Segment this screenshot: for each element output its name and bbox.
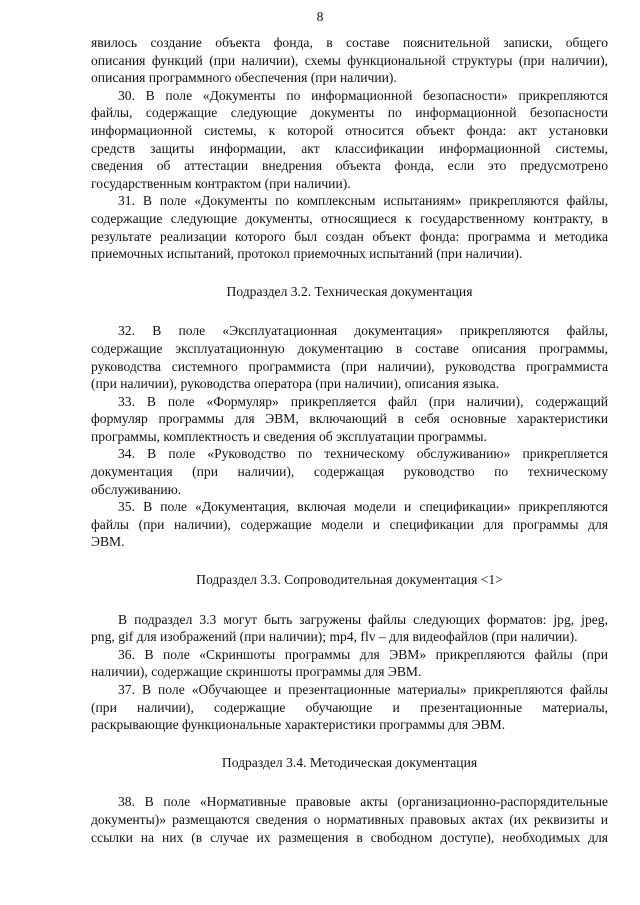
text-line: ЭВМ. xyxy=(91,534,125,550)
text-line: ссылки на них (в случае их размещения в свободном доступе), необходимых для xyxy=(91,829,608,845)
paragraph-36 xyxy=(91,646,608,681)
paragraph-33 xyxy=(91,393,608,446)
text-line: результате реализации которого был создан объект фонда: программа и методика xyxy=(91,228,608,244)
text-line: 30. В поле «Документы по информационной безопасности» прикрепляются xyxy=(118,87,608,103)
paragraph-continuation xyxy=(91,34,608,87)
text-line: документация (при наличии), содержащая руководство по техническому xyxy=(91,464,608,480)
subsection-heading-3-3: Подраздел 3.3. Сопроводительная документация <1> xyxy=(196,572,503,588)
text-line: документы)» размещаются сведения о нормативных правовых актах (их реквизиты и xyxy=(91,811,608,827)
text-line: обслуживанию. xyxy=(91,481,182,497)
paragraph-34 xyxy=(91,445,608,498)
paragraph-38 xyxy=(91,793,608,846)
paragraph-31 xyxy=(91,192,608,262)
text-line: описания программного обеспечения (при наличии). xyxy=(91,70,397,86)
text-line: файлы, содержащие следующие документы по информационной безопасности xyxy=(91,105,608,121)
text-line: содержащие эксплуатационную документацию в составе описания программы, xyxy=(91,340,608,356)
text-line: (при наличии), руководства оператора (при наличии), описания языка. xyxy=(91,376,500,392)
text-line: явилось создание объекта фонда, в составе пояснительной записки, общего xyxy=(91,35,608,50)
text-line: руководства системного программиста (при наличии), руководства программиста xyxy=(91,358,608,374)
paragraph-30 xyxy=(91,87,608,193)
text-line: содержащие следующие документы, относящиеся к государственному контракту, в xyxy=(91,210,608,226)
text-line: государственным контрактом (при наличии). xyxy=(91,175,351,191)
paragraph-32 xyxy=(91,322,608,392)
subsection-heading-3-2: Подраздел 3.2. Техническая документация xyxy=(226,283,473,299)
text-line: png, gif для изображений (при наличии); mp4, flv – для видеофайлов (при наличии). xyxy=(91,629,578,645)
text-line: 34. В поле «Руководство по техническому обслуживанию» прикрепляется xyxy=(118,446,608,462)
text-line: информационной системы, к которой относится объект фонда: акт установки xyxy=(91,122,608,138)
text-line: описания функций (при наличии), схемы функциональной структуры (при наличии), xyxy=(91,52,608,68)
page-number: 8 xyxy=(316,9,324,24)
subsection-heading-3-4: Подраздел 3.4. Методическая документация xyxy=(221,754,478,770)
text-line: 33. В поле «Формуляр» прикрепляется файл (при наличии), содержащий xyxy=(118,393,608,409)
text-line: приемочных испытаний, протокол приемочных испытаний (при наличии). xyxy=(91,246,523,262)
text-line: 35. В поле «Документация, включая модели и спецификации» прикрепляются xyxy=(118,499,608,515)
paragraph-35 xyxy=(91,498,608,551)
text-line: файлы (при наличии), содержащие модели и спецификации для программы для xyxy=(91,516,608,532)
text-line: 37. В поле «Обучающее и презентационные материалы» прикрепляются файлы xyxy=(118,682,608,697)
text-line: 31. В поле «Документы по комплексным испытаниям» прикрепляются файлы, xyxy=(118,193,608,209)
text-line: раскрывающие функциональные характеристики программы для ЭВМ. xyxy=(91,717,506,733)
text-line: 36. В поле «Скриншоты программы для ЭВМ» прикрепляются файлы (при xyxy=(118,646,608,662)
paragraph-37 xyxy=(91,681,608,734)
text-line: наличии), содержащие скриншоты программы для ЭВМ. xyxy=(91,664,422,680)
page-body xyxy=(91,34,608,846)
paragraph-formats xyxy=(91,611,608,646)
text-line: 38. В поле «Нормативные правовые акты (организационно-распорядительные xyxy=(118,794,608,810)
text-line: формуляр программы для ЭВМ, включающий в себя основные характеристики xyxy=(91,411,608,427)
text-line: (при наличии), содержащие обучающие и презентационные материалы, xyxy=(91,699,608,715)
text-line: программы, комплектность и сведения об эксплуатации программы. xyxy=(91,428,487,444)
text-line: В подраздел 3.3 могут быть загружены файлы следующих форматов: jpg, jpeg, xyxy=(118,611,608,627)
text-line: сведения об аттестации внедрения объекта фонда, если это предусмотрено xyxy=(91,158,608,174)
text-line: средств защиты информации, акт классификации информационной системы, xyxy=(91,140,608,156)
text-line: 32. В поле «Эксплуатационная документация» прикрепляются файлы, xyxy=(118,323,608,339)
